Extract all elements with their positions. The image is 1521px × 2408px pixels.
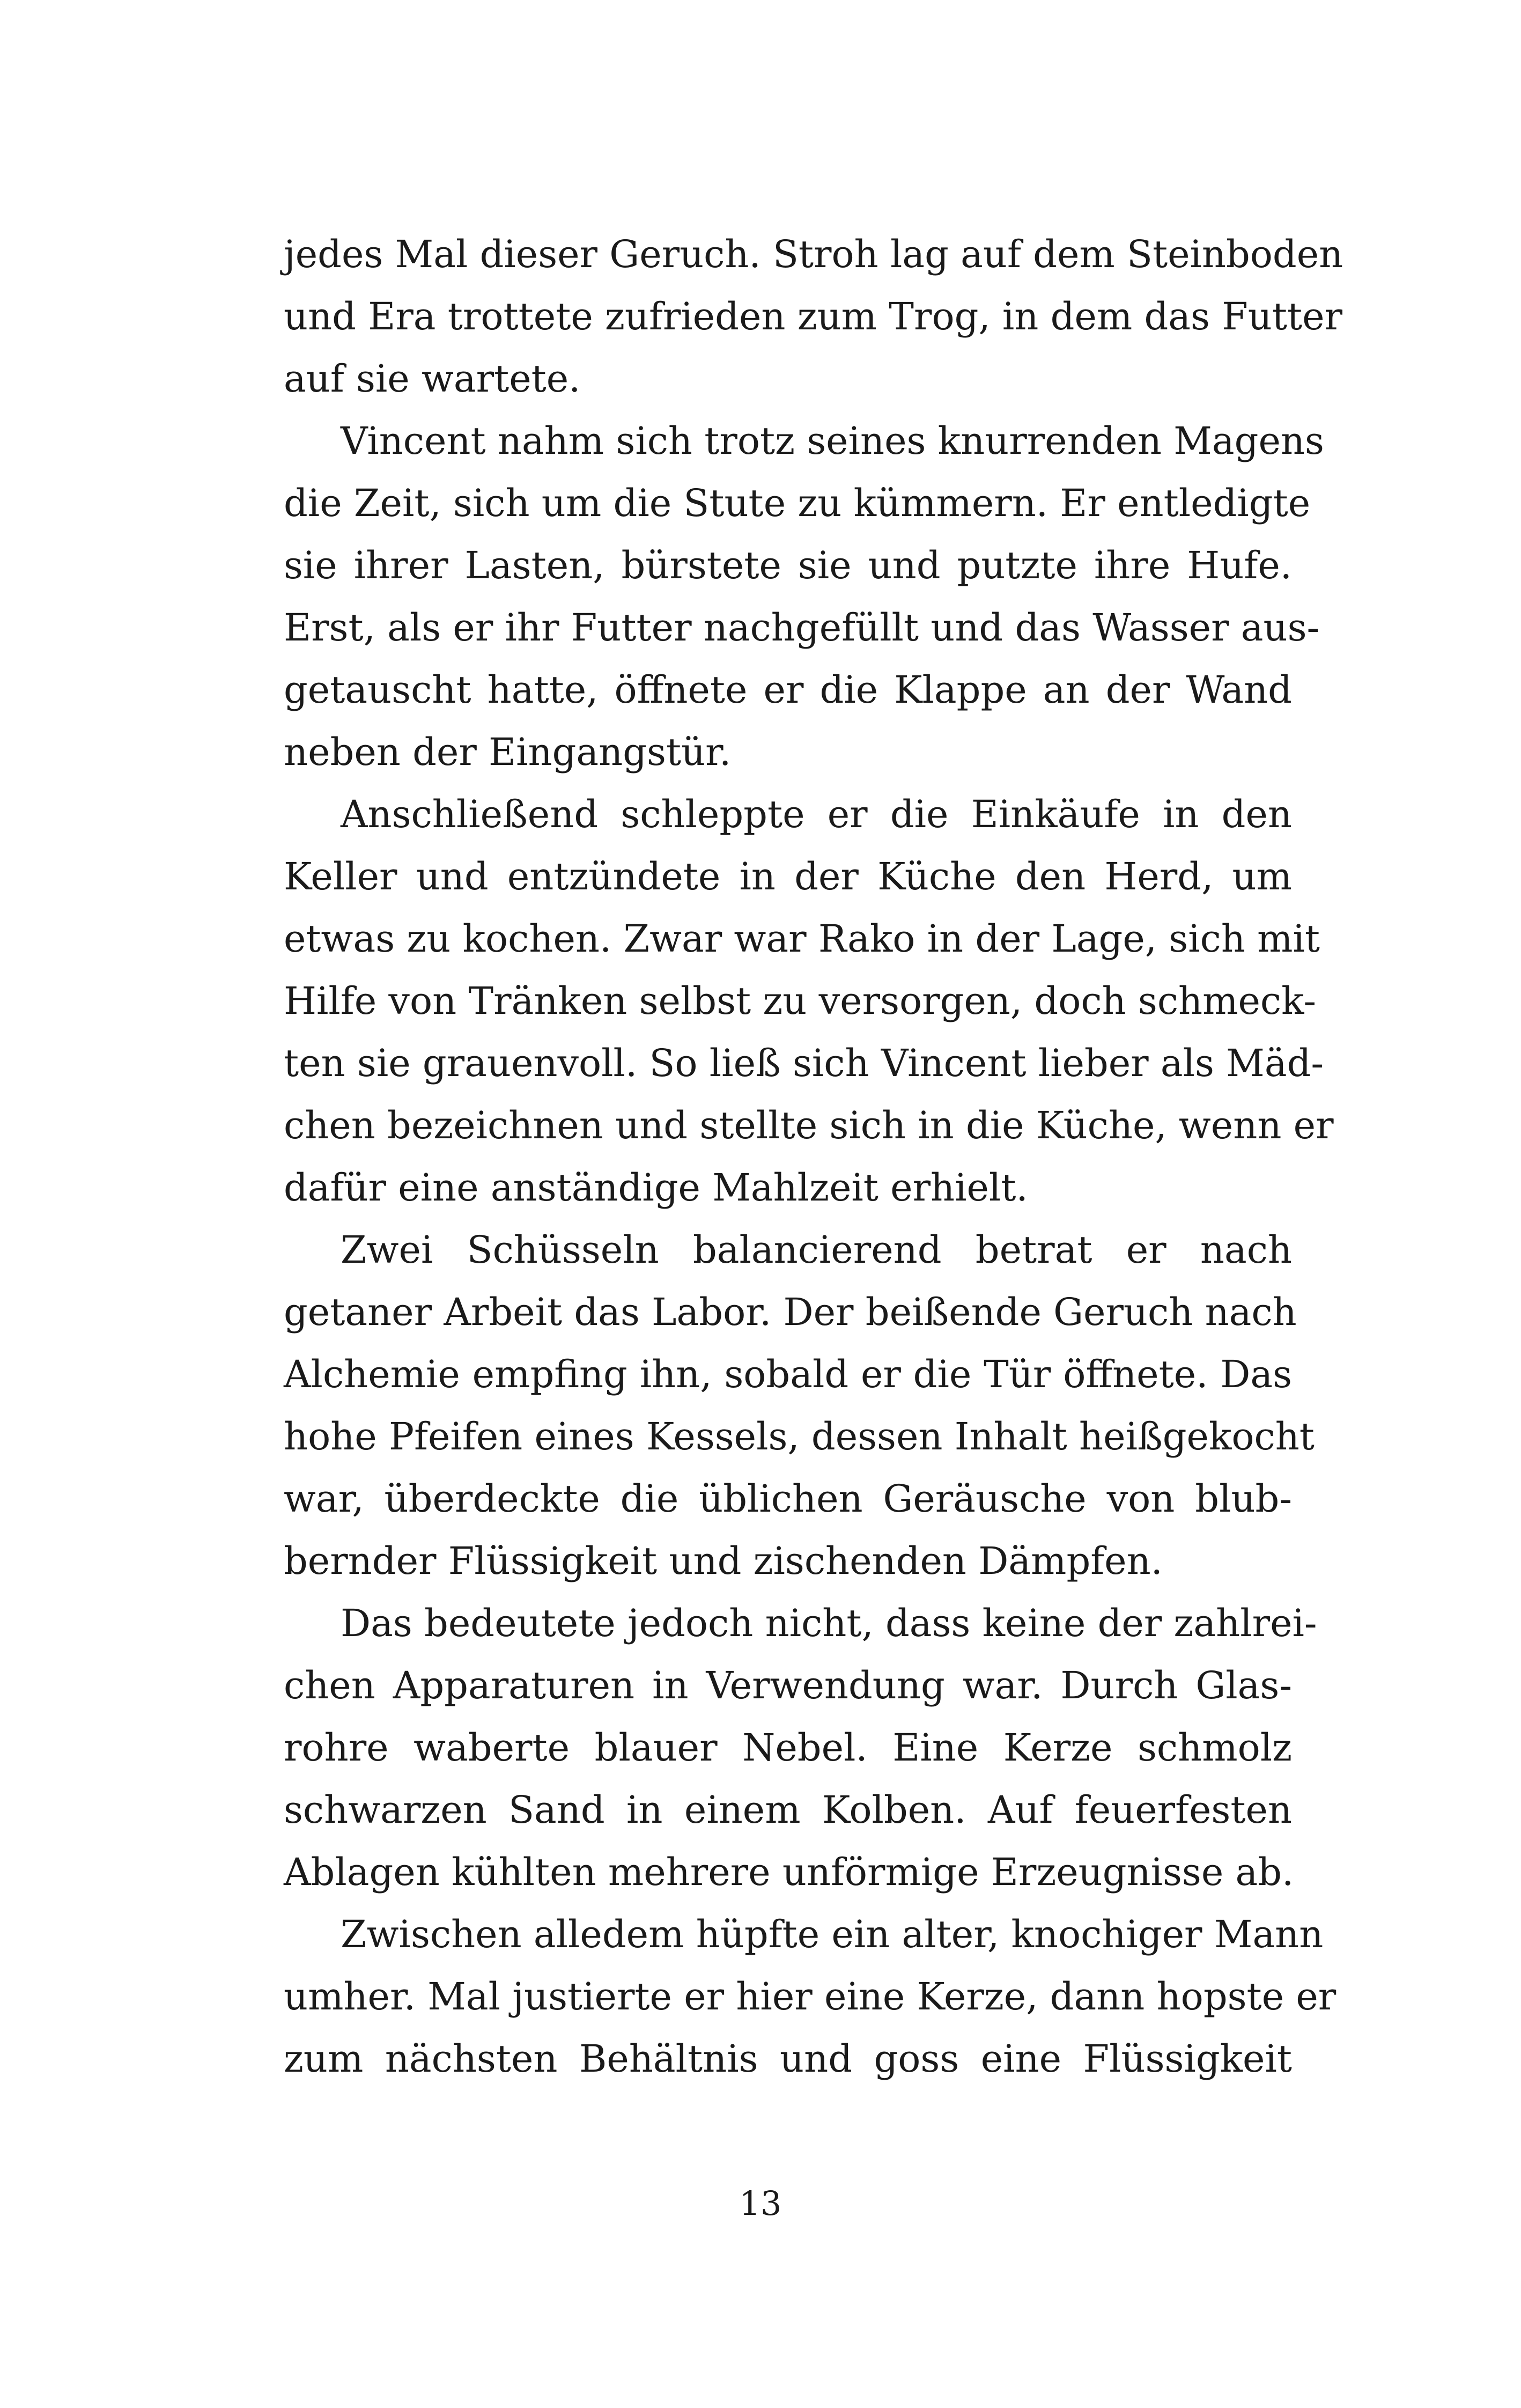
text-line: die Zeit, sich um die Stute zu kümmern. Er entledigte — [284, 481, 1311, 525]
text-line: sie ihrer Lasten, bürstete sie und putzte ihre Hufe. — [284, 543, 1292, 587]
text-line: und Era trottete zufrieden zum Trog, in dem das Futter — [284, 294, 1343, 338]
text-line: chen bezeichnen und stellte sich in die Küche, wenn er — [284, 1103, 1334, 1147]
text-line: bernder Flüssigkeit und zischenden Dämpfen. — [284, 1539, 1163, 1583]
text-line: Ablagen kühlten mehrere unförmige Erzeugnisse ab. — [284, 1850, 1294, 1894]
text-line: jedes Mal dieser Geruch. Stroh lag auf dem Steinboden — [284, 232, 1343, 276]
text-line: ten sie grauenvoll. So ließ sich Vincent lieber als Mäd- — [284, 1041, 1324, 1085]
text-line: neben der Eingangstür. — [284, 730, 732, 774]
text-line: Vincent nahm sich trotz seines knurrenden Magens — [341, 419, 1324, 463]
text-line: hohe Pfeifen eines Kessels, dessen Inhalt heißgekocht — [284, 1415, 1315, 1459]
text-line: auf sie wartete. — [284, 357, 581, 401]
text-line: Zwischen alledem hüpfte ein alter, knochiger Mann — [341, 1912, 1324, 1956]
text-line: chen Apparaturen in Verwendung war. Durch Glas- — [284, 1663, 1292, 1707]
text-line: Zwei Schüsseln balancierend betrat er nach — [341, 1228, 1292, 1272]
text-line: Das bedeutete jedoch nicht, dass keine der zahlrei- — [341, 1601, 1317, 1645]
text-line: war, überdeckte die üblichen Geräusche von blub- — [284, 1477, 1292, 1521]
text-line: Alchemie empfing ihn, sobald er die Tür öffnete. Das — [284, 1352, 1292, 1396]
text-line: umher. Mal justierte er hier eine Kerze, dann hopste er — [284, 1975, 1337, 2019]
text-line: Hilfe von Tränken selbst zu versorgen, doch schmeck- — [284, 979, 1316, 1023]
text-line: rohre waberte blauer Nebel. Eine Kerze schmolz — [284, 1726, 1292, 1770]
text-line: Keller und entzündete in der Küche den Herd, um — [284, 855, 1292, 899]
text-line: Anschließend schleppte er die Einkäufe in den — [341, 792, 1292, 836]
body-text — [284, 223, 1343, 2090]
text-line: getauscht hatte, öffnete er die Klappe an der Wand — [284, 668, 1292, 712]
text-line: dafür eine anständige Mahlzeit erhielt. — [284, 1166, 1028, 1210]
text-line: Erst, als er ihr Futter nachgefüllt und das Wasser aus- — [284, 606, 1320, 650]
text-line: etwas zu kochen. Zwar war Rako in der Lage, sich mit — [284, 917, 1320, 961]
text-line: getaner Arbeit das Labor. Der beißende Geruch nach — [284, 1290, 1297, 1334]
text-line: schwarzen Sand in einem Kolben. Auf feuerfesten — [284, 1788, 1292, 1832]
page-number: 13 — [739, 2184, 782, 2223]
text-line: zum nächsten Behältnis und goss eine Flüssigkeit — [284, 2037, 1292, 2081]
